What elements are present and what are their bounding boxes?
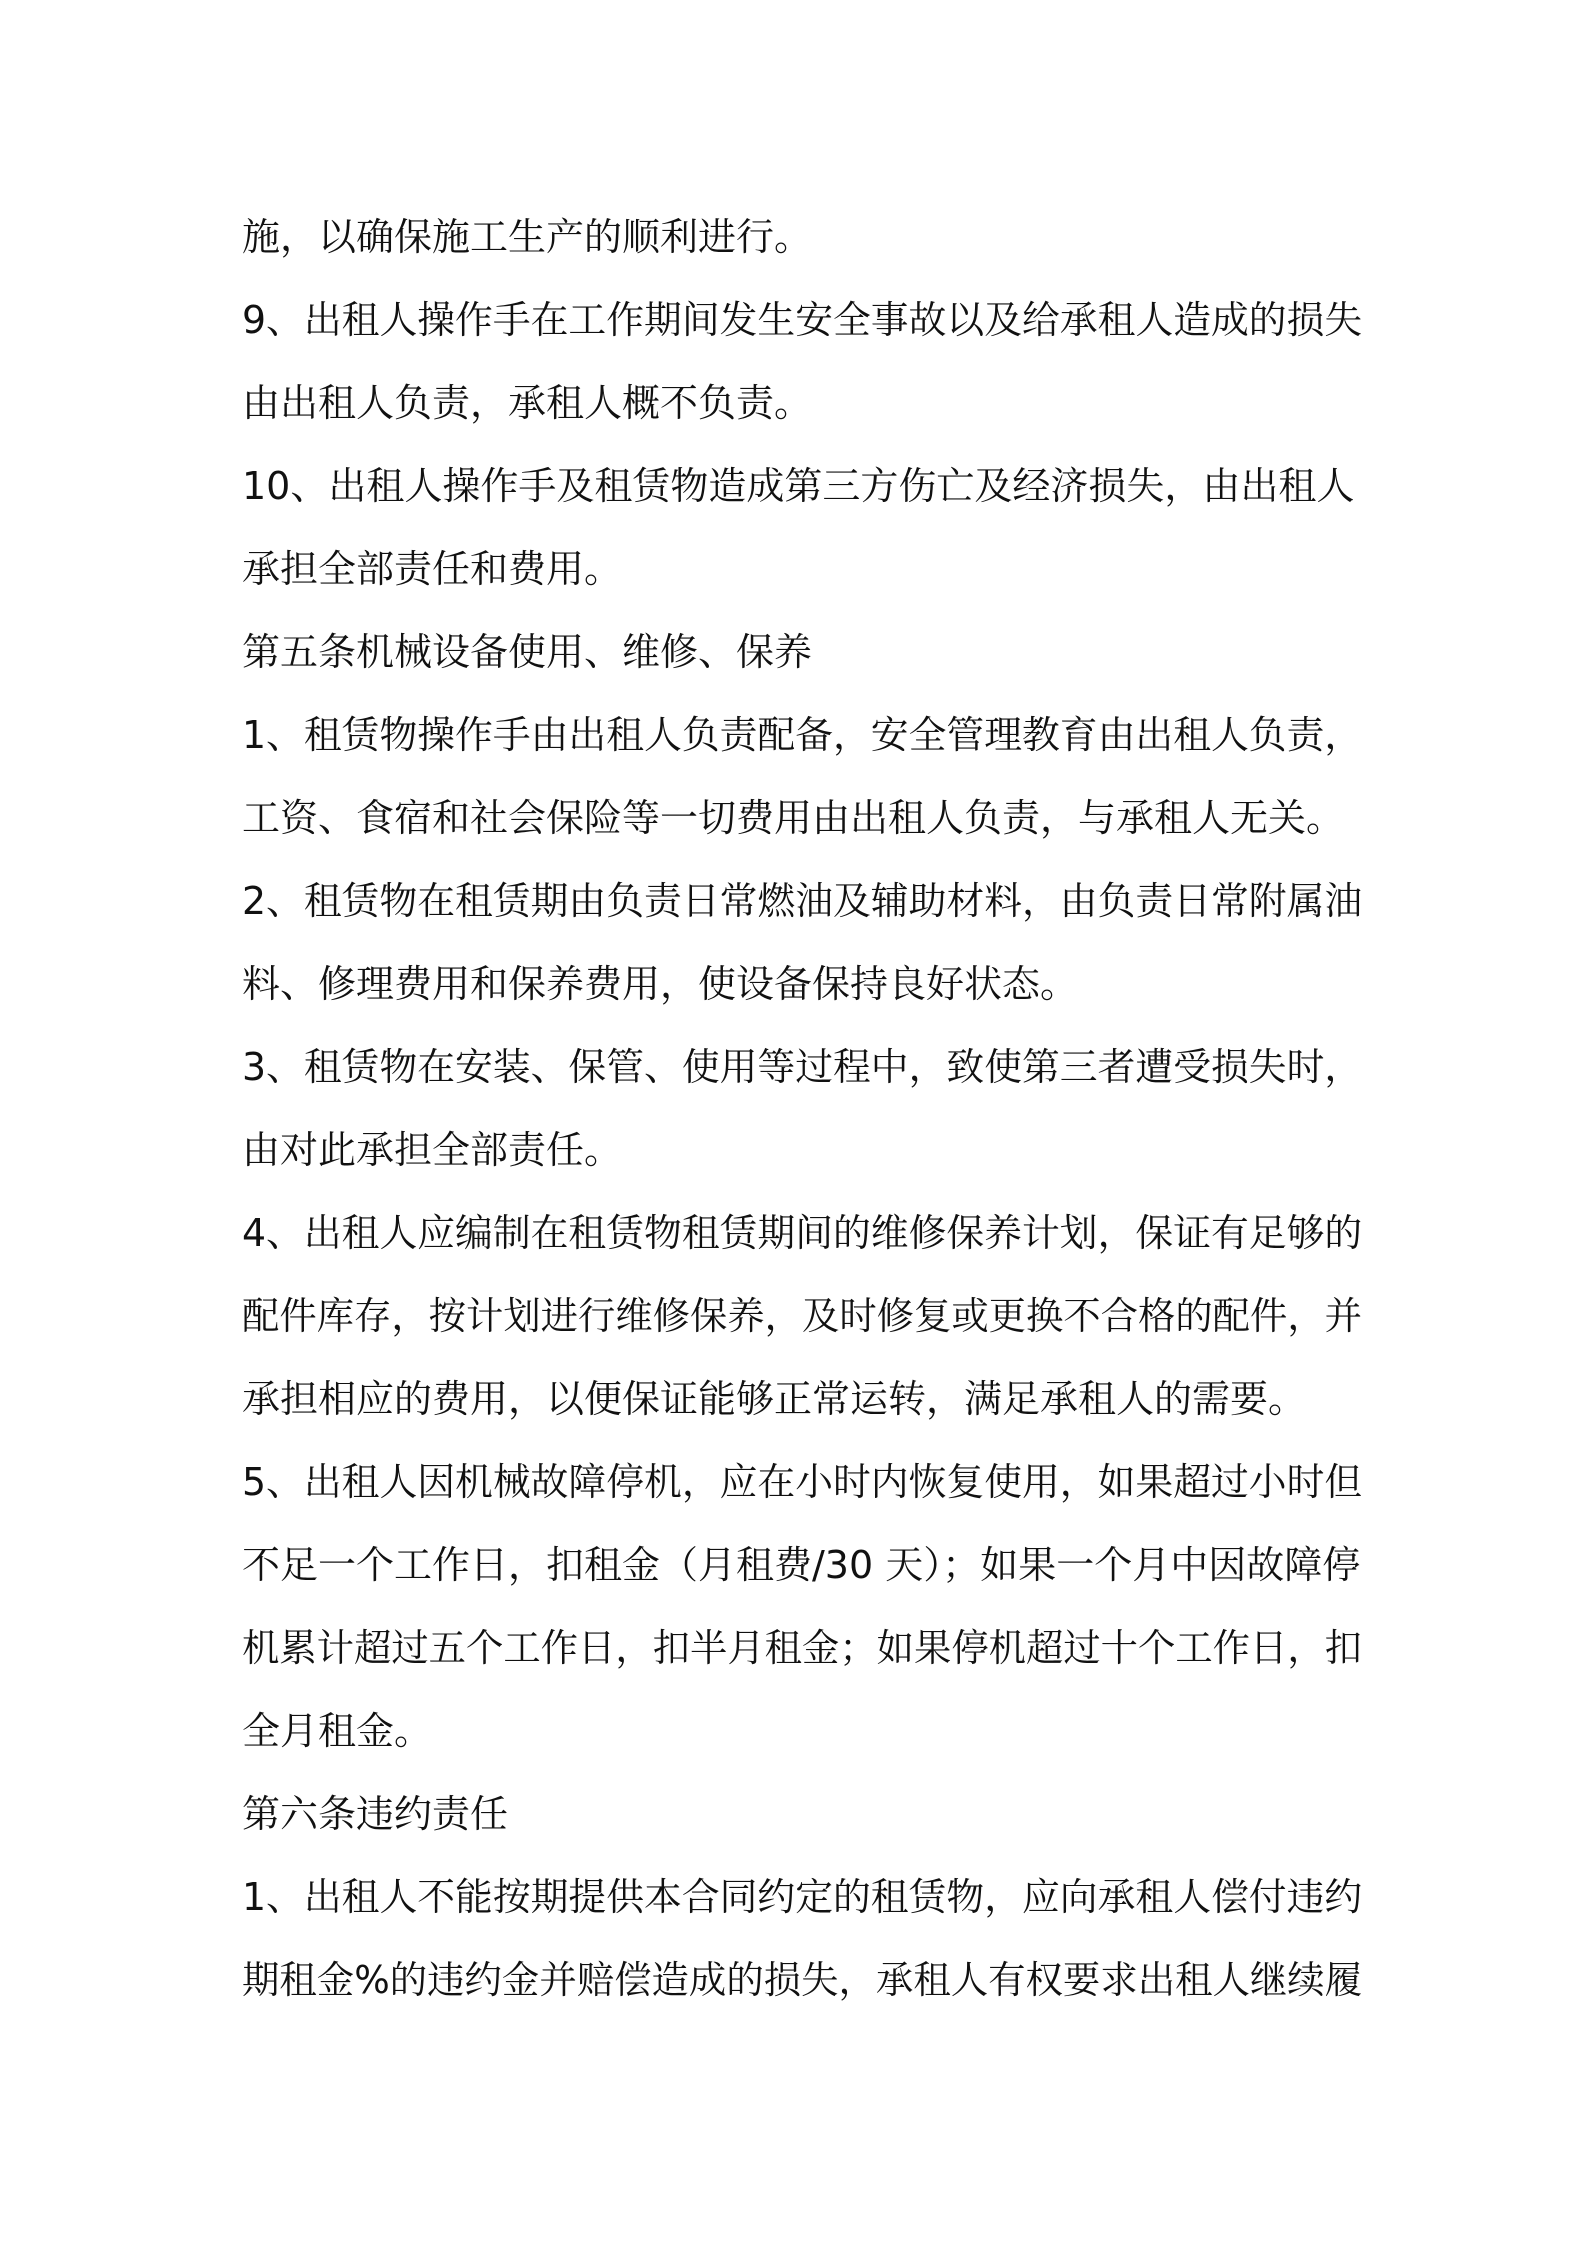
text-line: 由出租人负责，承租人概不负责。 bbox=[242, 381, 813, 425]
text-line: 机累计超过五个工作日，扣半月租金；如果停机超过十个工作日，扣 bbox=[242, 1626, 1363, 1670]
section-heading: 第五条机械设备使用、维修、保养 bbox=[242, 630, 813, 674]
text-line: 不足一个工作日，扣租金（月租费/30 天）；如果一个月中因故障停 bbox=[242, 1543, 1361, 1587]
text-line: 全月租金。 bbox=[242, 1709, 433, 1753]
text-line: 配件库存，按计划进行维修保养，及时修复或更换不合格的配件，并 bbox=[242, 1294, 1363, 1338]
text-line: 3、租赁物在安装、保管、使用等过程中，致使第三者遭受损失时， bbox=[242, 1045, 1363, 1089]
text-line: 10、出租人操作手及租赁物造成第三方伤亡及经济损失，由出租人 bbox=[242, 464, 1355, 508]
text-line: 施，以确保施工生产的顺利进行。 bbox=[242, 215, 813, 259]
text-line: 4、出租人应编制在租赁物租赁期间的维修保养计划，保证有足够的 bbox=[242, 1211, 1363, 1255]
text-line: 5、出租人因机械故障停机，应在小时内恢复使用，如果超过小时但 bbox=[242, 1460, 1363, 1504]
text-line: 期租金%的违约金并赔偿造成的损失，承租人有权要求出租人继续履 bbox=[242, 1958, 1363, 2002]
text-line: 1、出租人不能按期提供本合同约定的租赁物，应向承租人偿付违约 bbox=[242, 1875, 1363, 1919]
text-line: 承担全部责任和费用。 bbox=[242, 547, 623, 591]
section-heading: 第六条违约责任 bbox=[242, 1792, 509, 1836]
text-line: 料、修理费用和保养费用，使设备保持良好状态。 bbox=[242, 962, 1079, 1006]
text-line: 1、租赁物操作手由出租人负责配备，安全管理教育由出租人负责， bbox=[242, 713, 1363, 757]
text-line: 由对此承担全部责任。 bbox=[242, 1128, 623, 1172]
text-line: 承担相应的费用，以便保证能够正常运转，满足承租人的需要。 bbox=[242, 1377, 1307, 1421]
text-line: 9、出租人操作手在工作期间发生安全事故以及给承租人造成的损失 bbox=[242, 298, 1363, 342]
document-body bbox=[242, 196, 1362, 2022]
text-line: 2、租赁物在租赁期由负责日常燃油及辅助材料，由负责日常附属油 bbox=[242, 879, 1363, 923]
text-line: 工资、食宿和社会保险等一切费用由出租人负责，与承租人无关。 bbox=[242, 796, 1345, 840]
